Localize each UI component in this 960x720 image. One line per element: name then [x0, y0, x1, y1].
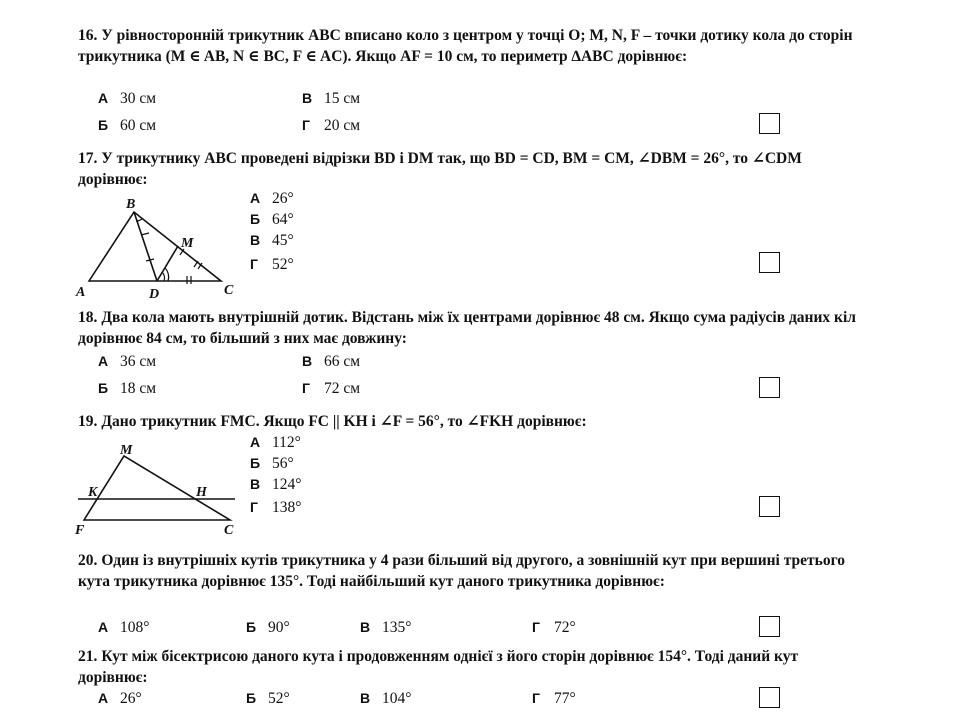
- q19-label-k: K: [88, 485, 98, 500]
- q17-option-v[interactable]: В 45°: [250, 232, 294, 249]
- question-18-text: 18. Два кола мають внутрішній дотик. Відстань між їх центрами дорівнює 48 см. Якщо сума радіусів даних кіл дорівнює 84 см, то більший з них має довжину:: [78, 309, 856, 347]
- question-20-text: 20. Один із внутрішніх кутів трикутника у 4 рази більший від другого, а зовнішній кут при вершині третього кута трикутника дорівнює 135°. Тоді найбільший кут даного трикутника дорівнює:: [78, 552, 845, 590]
- q18-option-a[interactable]: А 36 см: [98, 353, 157, 370]
- q16-option-a[interactable]: А 30 см: [98, 90, 157, 107]
- q17-option-b[interactable]: Б 64°: [250, 211, 294, 228]
- question-19-text: 19. Дано трикутник FMC. Якщо FC || KH і ∠F = 56°, то ∠FKH дорівнює:: [78, 413, 587, 430]
- q18-option-b[interactable]: Б 18 см: [98, 380, 157, 397]
- q16-option-g[interactable]: Г 20 см: [302, 117, 361, 134]
- q17-segment-bd: [134, 212, 157, 281]
- q21-option-v[interactable]: В 104°: [360, 690, 412, 707]
- q20-option-a[interactable]: А 108°: [98, 619, 150, 636]
- q16-answer-checkbox[interactable]: [759, 113, 780, 134]
- q17-label-d: D: [149, 287, 160, 302]
- q16-option-v[interactable]: В 15 см: [302, 90, 361, 107]
- q17-label-c: C: [224, 283, 234, 298]
- q19-option-a[interactable]: А 112°: [250, 434, 301, 451]
- q19-label-c: C: [224, 523, 234, 538]
- q18-option-g[interactable]: Г 72 см: [302, 380, 361, 397]
- q19-option-g[interactable]: Г 138°: [250, 499, 302, 516]
- q17-segment-dm: [157, 246, 178, 281]
- q21-option-a[interactable]: А 26°: [98, 690, 142, 707]
- q20-answer-checkbox[interactable]: [759, 616, 780, 637]
- q19-triangle-figure: [70, 438, 250, 538]
- q18-answer-checkbox[interactable]: [759, 377, 780, 398]
- q20-option-v[interactable]: В 135°: [360, 619, 412, 636]
- q16-option-b[interactable]: Б 60 см: [98, 117, 157, 134]
- question-17-text: 17. У трикутнику ABC проведені відрізки BD і DM так, що BD = CD, BM = CM, ∠DBM = 26°, то ∠CDM дорівнює:: [78, 150, 802, 188]
- q21-answer-checkbox[interactable]: [759, 687, 780, 708]
- q19-answer-checkbox[interactable]: [759, 496, 780, 517]
- question-21-text: 21. Кут між бісектрисою даного кута і продовженням однієї з його сторін дорівнює 154°. Тоді даний кут дорівнює:: [78, 648, 799, 686]
- q17-triangle-figure: [70, 192, 250, 302]
- q17-option-g[interactable]: Г 52°: [250, 256, 294, 273]
- q17-option-a[interactable]: А 26°: [250, 190, 294, 207]
- q19-triangle-fmc: [84, 456, 230, 520]
- q21-option-g[interactable]: Г 77°: [532, 690, 576, 707]
- q19-label-m: M: [120, 443, 133, 458]
- q20-option-b[interactable]: Б 90°: [246, 619, 290, 636]
- q19-option-v[interactable]: В 124°: [250, 476, 302, 493]
- q17-label-m: M: [181, 236, 194, 251]
- q17-label-b: B: [126, 197, 136, 212]
- q17-triangle-abc: [89, 212, 221, 281]
- question-16-text: 16. У рівносторонній трикутник ABC вписано коло з центром у точці O; M, N, F – точки дотику кола до сторін трикутника (M ∈ AB, N ∈ BC, F ∈ AC). Якщо AF = 10 см, то периметр ∆ABC дорівнює:: [78, 27, 853, 65]
- q17-label-a: A: [76, 285, 86, 300]
- q17-answer-checkbox[interactable]: [759, 252, 780, 273]
- q20-option-g[interactable]: Г 72°: [532, 619, 576, 636]
- q18-option-v[interactable]: В 66 см: [302, 353, 361, 370]
- q19-label-h: H: [196, 485, 207, 500]
- q21-option-b[interactable]: Б 52°: [246, 690, 290, 707]
- q19-option-b[interactable]: Б 56°: [250, 455, 294, 472]
- q19-label-f: F: [75, 523, 85, 538]
